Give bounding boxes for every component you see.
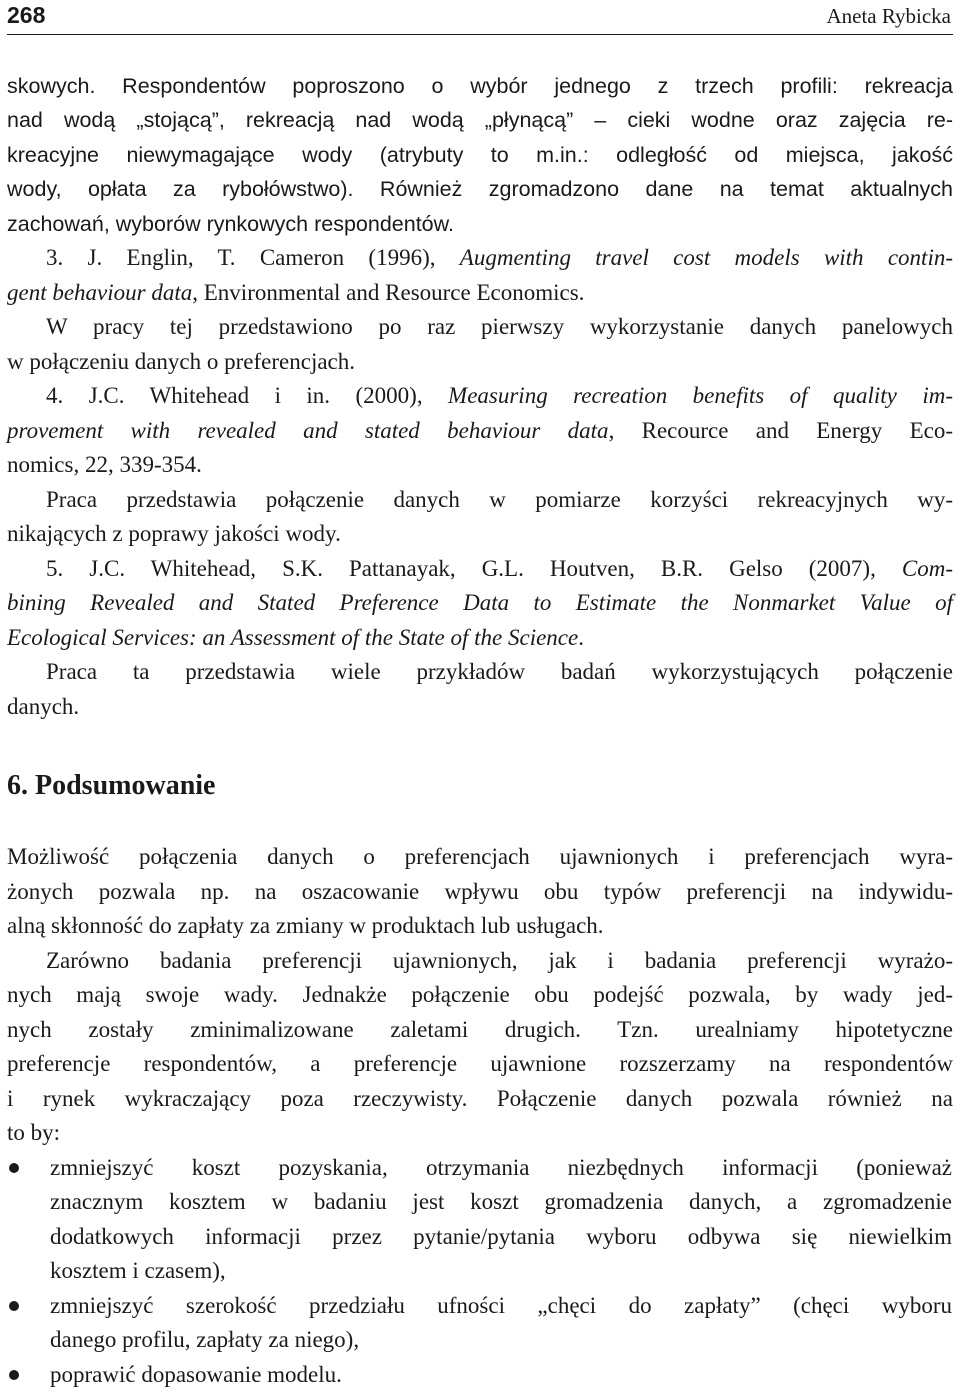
paragraph-line: nych zostały zminimalizowane zaletami drugich. Tzn. urealniamy hipotetyczne (7, 1017, 953, 1042)
reference-title: Ecological Services: an Assessment of the State of the Science (7, 625, 579, 650)
reference-5 (7, 552, 953, 587)
bullet-icon (9, 1370, 19, 1380)
paragraph-line: nych mają swoje wady. Jednakże połączenie obu podejść pozwala, by wady jed- (7, 982, 953, 1007)
text-line: skowych. Respondentów poproszono o wybór jednego z trzech profili: rekreacja (7, 74, 953, 98)
bullet-item-line: poprawić dopasowanie modelu. (50, 1362, 342, 1387)
reference-period: . (578, 625, 584, 650)
reference-note: nikających z poprawy jakości wody. (7, 521, 341, 546)
reference-source: , Environmental and Resource Economics. (192, 280, 585, 305)
reference-note: Praca przedstawia połączenie danych w pomiarze korzyści rekreacyjnych wy- (46, 487, 953, 512)
reference-3-cont (7, 276, 953, 311)
paragraph-line: alną skłonność do zapłaty za zmiany w produktach lub usługach. (7, 913, 604, 938)
reference-authors: 3. J. Englin, T. Cameron (1996), (46, 245, 460, 270)
paragraph-line: Możliwość połączenia danych o preferencjach ujawnionych i preferencjach wyra- (7, 844, 953, 869)
text-line: kreacyjne niewymagające wody (atrybuty to m.in.: odległość od miejsca, jakość (7, 143, 953, 167)
reference-note: w połączeniu danych o preferencjach. (7, 349, 356, 374)
reference-note: danych. (7, 694, 80, 719)
bullet-item-line: zmniejszyć koszt pozyskania, otrzymania niezbędnych informacji (ponieważ (50, 1155, 952, 1180)
running-head-author: Aneta Rybicka (826, 4, 951, 28)
page-header (7, 0, 953, 35)
reference-source: , Recource and Energy Eco- (608, 418, 953, 443)
reference-authors: 5. J.C. Whitehead, S.K. Pattanayak, G.L. Houtven, B.R. Gelso (2007), (46, 556, 902, 581)
reference-note: W pracy tej przedstawiono po raz pierwszy wykorzystanie danych panelowych (46, 314, 953, 339)
bullet-item-line: zmniejszyć szerokość przedziału ufności „chęci do zapłaty” (chęci wyboru (50, 1293, 952, 1318)
reference-4-cont (7, 414, 953, 449)
reference-title: bining Revealed and Stated Preference Data to Estimate the Nonmarket Value of (7, 590, 953, 615)
reference-source: nomics, 22, 339-354. (7, 452, 202, 477)
bullet-icon (9, 1301, 19, 1311)
reference-3 (7, 241, 953, 276)
reference-title: Augmenting travel cost models with contin- (459, 245, 953, 270)
reference-title: gent behaviour data (7, 280, 193, 305)
page-number: 268 (7, 2, 46, 28)
paragraph-line: to by: (7, 1120, 61, 1145)
reference-title: provement with revealed and stated behaviour data (7, 418, 609, 443)
reference-authors: 4. J.C. Whitehead i in. (2000), (46, 383, 449, 408)
text-line: nad wodą „stojącą”, rekreacją nad wodą „płynącą” – cieki wodne oraz zajęcia re- (7, 108, 953, 132)
paragraph-line: preferencje respondentów, a preferencje ujawnione rozszerzamy na respondentów (7, 1051, 953, 1076)
bullet-item-line: danego profilu, zapłaty za niego), (50, 1327, 360, 1352)
reference-4 (7, 379, 953, 414)
reference-title: Measuring recreation benefits of quality im- (448, 383, 953, 408)
paragraph-line: i rynek wykraczający poza rzeczywisty. Połączenie danych pozwala również na (7, 1086, 953, 1111)
bullet-icon (9, 1163, 19, 1173)
paragraph-line: Zarówno badania preferencji ujawnionych, jak i badania preferencji wyrażo- (46, 948, 953, 973)
bullet-item-line: dodatkowych informacji przez pytanie/pytania wyboru odbywa się niewielkim (50, 1224, 952, 1249)
reference-5-cont (7, 621, 953, 656)
paragraph-line: żonych pozwala np. na oszacowanie wpływu obu typów preferencji na indywidu- (7, 879, 953, 904)
text-line: zachowań, wyborów rynkowych respondentów. (7, 212, 454, 236)
bullet-item-line: kosztem i czasem), (50, 1258, 226, 1283)
reference-title: Com- (901, 556, 953, 581)
section-heading: 6. Podsumowanie (7, 770, 216, 801)
reference-note: Praca ta przedstawia wiele przykładów badań wykorzystujących połączenie (46, 659, 953, 684)
bullet-item-line: znacznym kosztem w badaniu jest koszt gromadzenia danych, a zgromadzenie (50, 1189, 952, 1214)
text-line: wody, opłata za rybołówstwo). Również zgromadzono dane na temat aktualnych (7, 177, 953, 201)
